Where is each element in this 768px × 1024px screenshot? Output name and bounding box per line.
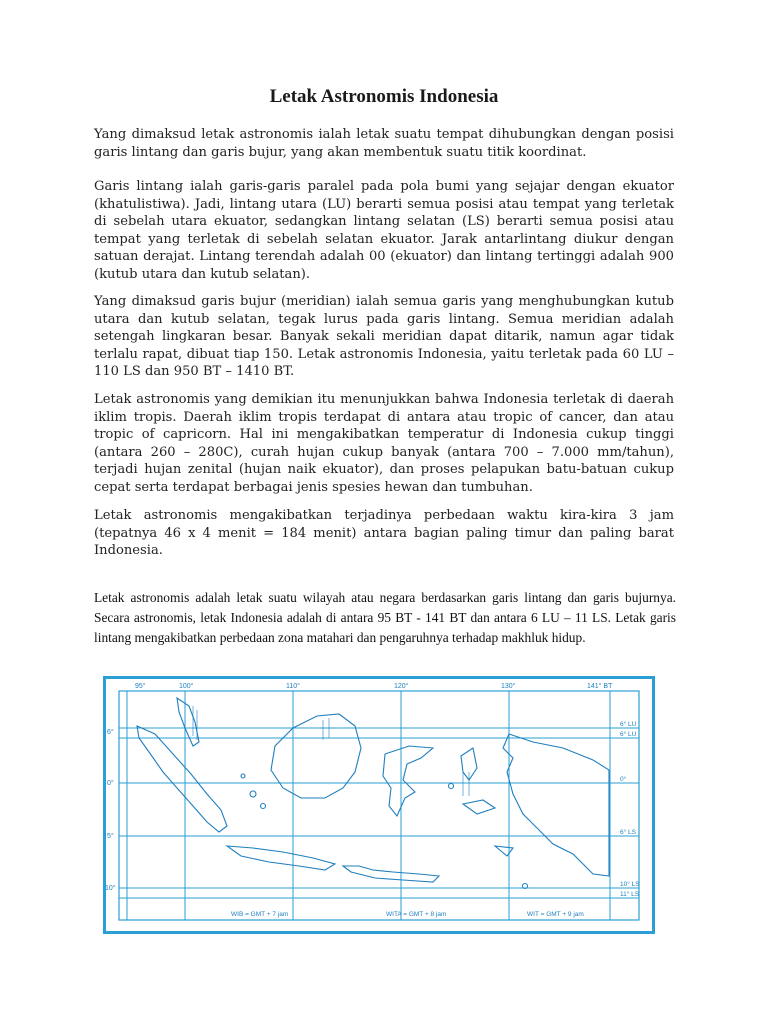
right-label-10ls: 10° LS: [620, 881, 640, 888]
paragraph-2: Garis lintang ialah garis-garis paralel pada pola bumi yang sejajar dengan ekuator (khatulistiwa). Jadi, lintang utara (LU) berarti semua posisi atau tempat yang terletak di sebelah utara ekuator, sedangkan lintang selatan (LS) berarti semua posisi atau tempat yang terletak di sebelah selatan ekuator. Jarak antarlintang diukur dengan satuan derajat. Lintang terendah adalah 00 (ekuator) dan lintang tertinggi adalah 900 (kutub utara dan kutub selatan).: [94, 179, 674, 282]
left-label-5: 5°: [107, 833, 114, 840]
meridian-lines: [127, 691, 610, 920]
timezone-wita: WITA = GMT + 8 jam: [386, 911, 447, 918]
sumatra-island: [137, 726, 227, 832]
right-label-6lu-b: 6° LU: [620, 731, 637, 738]
summary-paragraph: Letak astronomis adalah letak suatu wilayah atau negara berdasarkan garis lintang dan garis bujurnya. Secara astronomis, letak Indonesia adalah di antara 95 BT - 141 BT dan antara 6 LU – 11 LS. Letak garis lintang mengakibatkan perbedaan zona matahari dan pengaruhnya terhadap makhluk hidup.: [94, 590, 676, 645]
top-label-95: 95°: [135, 683, 146, 690]
top-label-141: 141° BT: [587, 683, 613, 690]
left-label-6: 6°: [107, 729, 114, 736]
paragraph-3: Yang dimaksud garis bujur (meridian) ialah semua garis yang menghubungkan kutub utara dan kutub selatan, tegak lurus pada garis lintang. Semua meridian adalah setengah lingkaran besar. Banyak sekali meridian dapat ditarik, namun agar tidak terlalu rapat, dibuat tiap 150. Letak astronomis Indonesia, yaitu terletak pada 60 LU – 110 LS dan 950 BT – 1410 BT.: [94, 294, 674, 379]
islands: [137, 698, 609, 889]
paragraph-1: Yang dimaksud letak astronomis ialah letak suatu tempat dihubungkan dengan posisi garis lintang dan garis bujur, yang akan membentuk suatu titik koordinat.: [94, 127, 674, 160]
sulawesi-island: [383, 746, 433, 816]
parallel-lines: [119, 728, 639, 898]
right-label-6lu-a: 6° LU: [620, 721, 637, 728]
right-label-0: 0°: [620, 776, 627, 783]
java-island: [227, 846, 335, 870]
map-frame: [105, 678, 654, 933]
papua-island: [503, 734, 609, 876]
borneo-island: [271, 714, 361, 798]
right-label-11ls: 11° LS: [620, 891, 640, 898]
paragraph-4: Letak astronomis yang demikian itu menunjukkan bahwa Indonesia terletak di daerah iklim tropis. Daerah iklim tropis terdapat di antara atau tropic of cancer, dan atau tropic of capricorn. Hal ini mengakibatkan temperatur di Indonesia cukup tinggi (antara 260 – 280C), curah hujan cukup banyak (antara 700 – 7.000 mm/tahun), terjadi hujan zenital (hujan naik ekuator), dan proses pelapukan batu-batuan cukup cepat serta terdapat berbagai jenis spesies hewan dan tumbuhan.: [94, 392, 674, 495]
top-label-100: 100°: [179, 683, 194, 690]
left-label-10: 10°: [105, 885, 116, 892]
top-label-120: 120°: [394, 683, 409, 690]
right-label-6ls: 6° LS: [620, 829, 636, 836]
timezone-wib: WIB = GMT + 7 jam: [231, 911, 289, 918]
top-label-130: 130°: [501, 683, 516, 690]
indonesia-map: [103, 676, 655, 934]
paragraph-5: Letak astronomis mengakibatkan terjadinya perbedaan waktu kira-kira 3 jam (tepatnya 46 x 4 menit = 184 menit) antara bagian paling timur dan paling barat Indonesia.: [94, 508, 674, 558]
timezone-wit: WIT = GMT + 9 jam: [527, 911, 584, 918]
left-label-0: 0°: [107, 780, 114, 787]
top-label-110: 110°: [286, 683, 300, 690]
page-title: Letak Astronomis Indonesia: [269, 86, 499, 107]
